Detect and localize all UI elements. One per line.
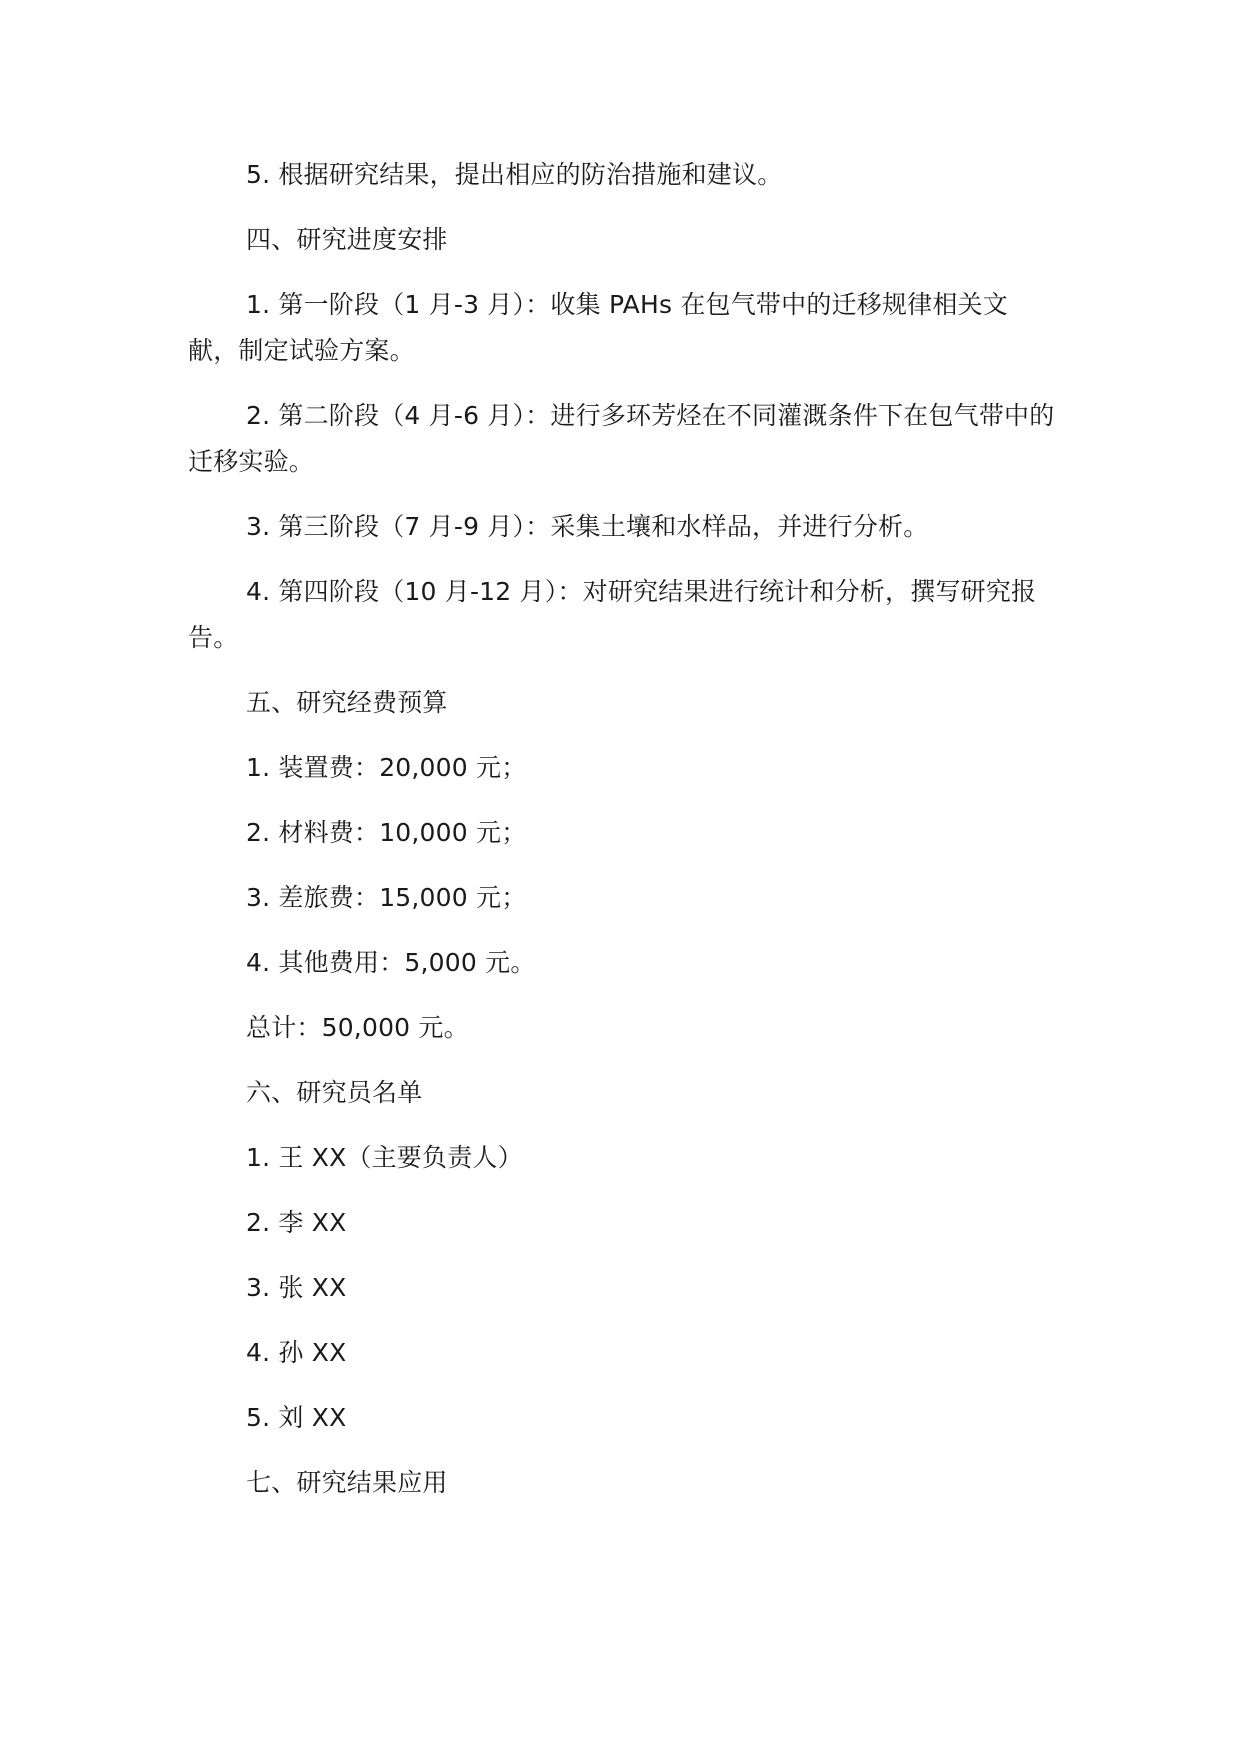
document-body [188,152,1058,1525]
budget-item-materials: 2. 材料费：10,000 元； [246,818,527,847]
section-heading-budget: 五、研究经费预算 [246,688,448,717]
researcher-4: 4. 孙 XX [246,1338,347,1367]
schedule-phase-3: 3. 第三阶段（7 月-9 月）：采集土壤和水样品，并进行分析。 [246,512,929,541]
schedule-phase-4: 4. 第四阶段（10 月-12 月）：对研究结果进行统计和分析，撰写研究报告。 [188,577,1037,652]
researcher-5: 5. 刘 XX [246,1403,347,1432]
schedule-phase-2: 2. 第二阶段（4 月-6 月）：进行多环芳烃在不同灌溉条件下在包气带中的迁移实验。 [188,401,1055,476]
researcher-3: 3. 张 XX [246,1273,347,1302]
budget-item-other: 4. 其他费用：5,000 元。 [246,948,536,977]
budget-item-equipment: 1. 装置费：20,000 元； [246,753,527,782]
section-heading-schedule: 四、研究进度安排 [246,225,448,254]
budget-total: 总计：50,000 元。 [246,1013,469,1042]
section-heading-researchers: 六、研究员名单 [246,1078,423,1107]
section-heading-application: 七、研究结果应用 [246,1468,448,1497]
list-item-measures: 5. 根据研究结果，提出相应的防治措施和建议。 [246,160,783,189]
schedule-phase-1: 1. 第一阶段（1 月-3 月）：收集 PAHs 在包气带中的迁移规律相关文献，制定试验方案。 [188,290,1008,365]
budget-item-travel: 3. 差旅费：15,000 元； [246,883,527,912]
researcher-2: 2. 李 XX [246,1208,347,1237]
researcher-1: 1. 王 XX（主要负责人） [246,1143,523,1172]
